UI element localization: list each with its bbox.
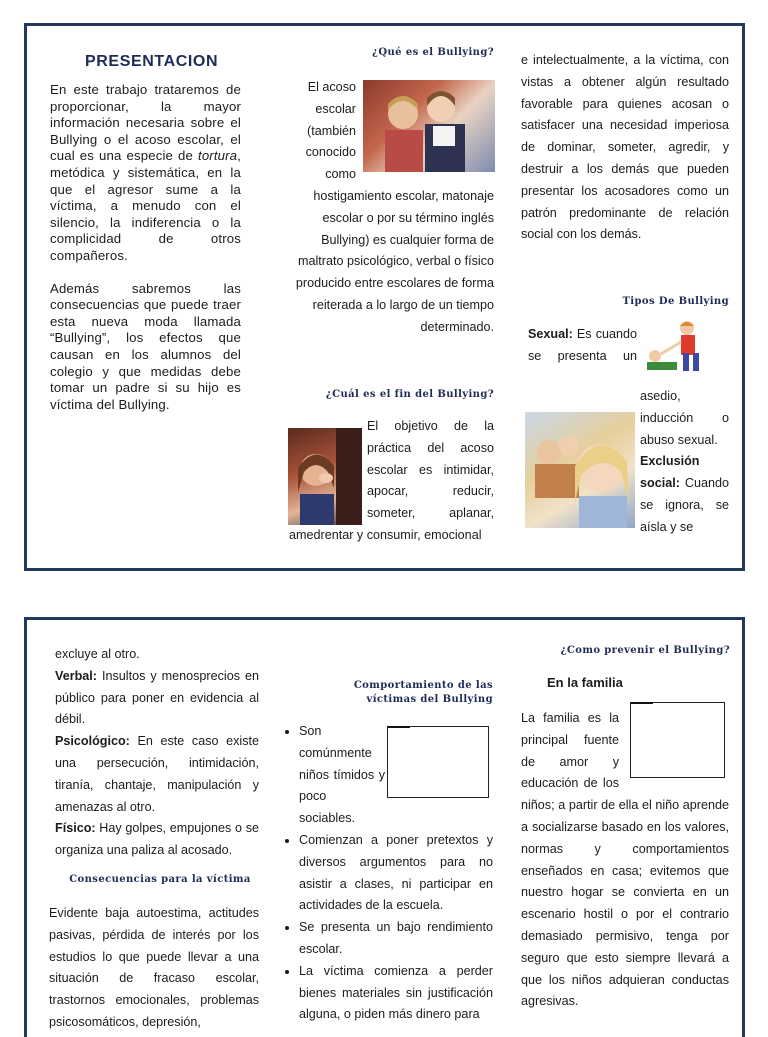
physical-bullying-item: Físico: Hay golpes, empujones o se organiza una paliza al acosado. (55, 821, 260, 858)
what-is-bullying-heading: ¿Qué es el Bullying? (372, 47, 494, 58)
exclusion-bullying-item: Exclusión social: Cuando se ignora, se aísla y se (640, 454, 729, 534)
behavior-item: • La víctima comienza a perder bienes materiales sin justificación alguna, o piden más dinero para (299, 961, 493, 1026)
victim-behavior-heading: Comportamiento de las víctimas del Bullying (353, 680, 493, 705)
purpose-of-bullying-paragraph: El objetivo de la práctica del acoso escolar es intimidar, apocar, reducir, someter, aplanar, amedrentar y consumir, emocional (289, 419, 494, 542)
purpose-of-bullying-heading: ¿Cuál es el fin del Bullying? (325, 389, 494, 400)
psychological-bullying-item: Psicológico: En este caso existe una persecución, intimidación, tiranía, chantaje, manipulación y amenazas al otro. (55, 734, 259, 814)
presentation-paragraph-2: Además sabremos las consecuencias que puede traer esta nueva moda llamada “Bullying”, los efectos que causan en los alumnos del colegio y que medidas debe tomar un padre si su hijo es víctima del Bullying. (50, 280, 241, 412)
behavior-item: • Se presenta un bajo rendimiento escolar. (299, 917, 493, 961)
brochure-panel-front (24, 23, 745, 571)
sexual-bullying-item: Sexual: Es cuando se presenta un asedio, inducción o abuso sexual. (528, 327, 729, 447)
types-of-bullying-heading: Tipos De Bullying (622, 296, 729, 307)
victim-behavior-list (285, 721, 493, 1026)
purpose-of-bullying-text (289, 416, 494, 547)
presentation-paragraph-1: En este trabajo trataremos de proporcionar, la mayor información necesaria sobre el Bullying o el acoso escolar, el cual es una especie de tortura, metódica y sistemática, en la que el agresor sume a la víctima, a menudo con el silencio, la indiferencia o la complicidad de otros compañeros. (50, 82, 241, 263)
sexual-label: Sexual: (528, 327, 573, 341)
bullying-types-list (528, 324, 729, 539)
bullying-types-continued (55, 644, 259, 862)
brochure-panel-back (24, 617, 745, 1037)
psychological-label: Psicológico: (55, 734, 130, 749)
consequences-heading: Consecuencias para la víctima (69, 874, 251, 885)
exclusion-continued: excluye al otro. (55, 647, 140, 661)
behavior-item: • Comienzan a poner pretextos y diversos argumentos para no asistir a clases, ni participar en actividades de la escuela. (299, 830, 493, 917)
verbal-bullying-item: Verbal: Insultos y menosprecios en público para poner en evidencia al débil. (55, 668, 260, 727)
family-paragraph: La familia es la principal fuente de amor y educación de los niños; a partir de ella el niño aprende a socializarse basado en los valores, normas y comportamientos enseñados en casa; evitemos que nuestro hogar se convierta en un escenario hostil o por el contrario demasiado permisivo, tenga por seguro que esto siempre llevará a que los niños adquieran conductas agresivas. (521, 711, 729, 1009)
presentation-column (50, 82, 241, 413)
exclusion-label: Exclusión social: (640, 454, 700, 491)
prevention-heading: ¿Como prevenir el Bullying? (560, 645, 730, 656)
tortura-emphasis: tortura (198, 148, 238, 164)
bullying-continued-text: e intelectualmente, a la víctima, con vistas a obtener algún resultado favorable para quienes acosan o satisfacer una necesidad imperiosa de dominar, someter, agredir, y destruir a los demás que pueden presentar los acosadores como un patrón predominante de relación social con los demás. (521, 53, 729, 242)
what-is-bullying-text (289, 77, 494, 339)
physical-label: Físico: (55, 821, 96, 836)
verbal-label: Verbal: (55, 668, 97, 683)
presentation-heading: PRESENTACION (85, 53, 219, 70)
behavior-item: • Son comúnmente niños tímidos y poco sociables. (299, 721, 493, 830)
what-is-bullying-paragraph: El acoso escolar (también conocido como hostigamiento escolar, matonaje escolar o por su término inglés Bullying) es cualquier forma de maltrato psicológico, verbal o físico producido entre escolares de forma reiterada a lo largo de un tiempo determinado. (295, 80, 494, 334)
family-subheading: En la familia (547, 675, 623, 690)
consequences-paragraph: Evidente baja autoestima, actitudes pasivas, pérdida de interés por los estudios lo que puede llevar a una situación de fracaso escolar, trastornos emocionales, problemas psicosomáticos, depresión, (49, 906, 259, 1029)
